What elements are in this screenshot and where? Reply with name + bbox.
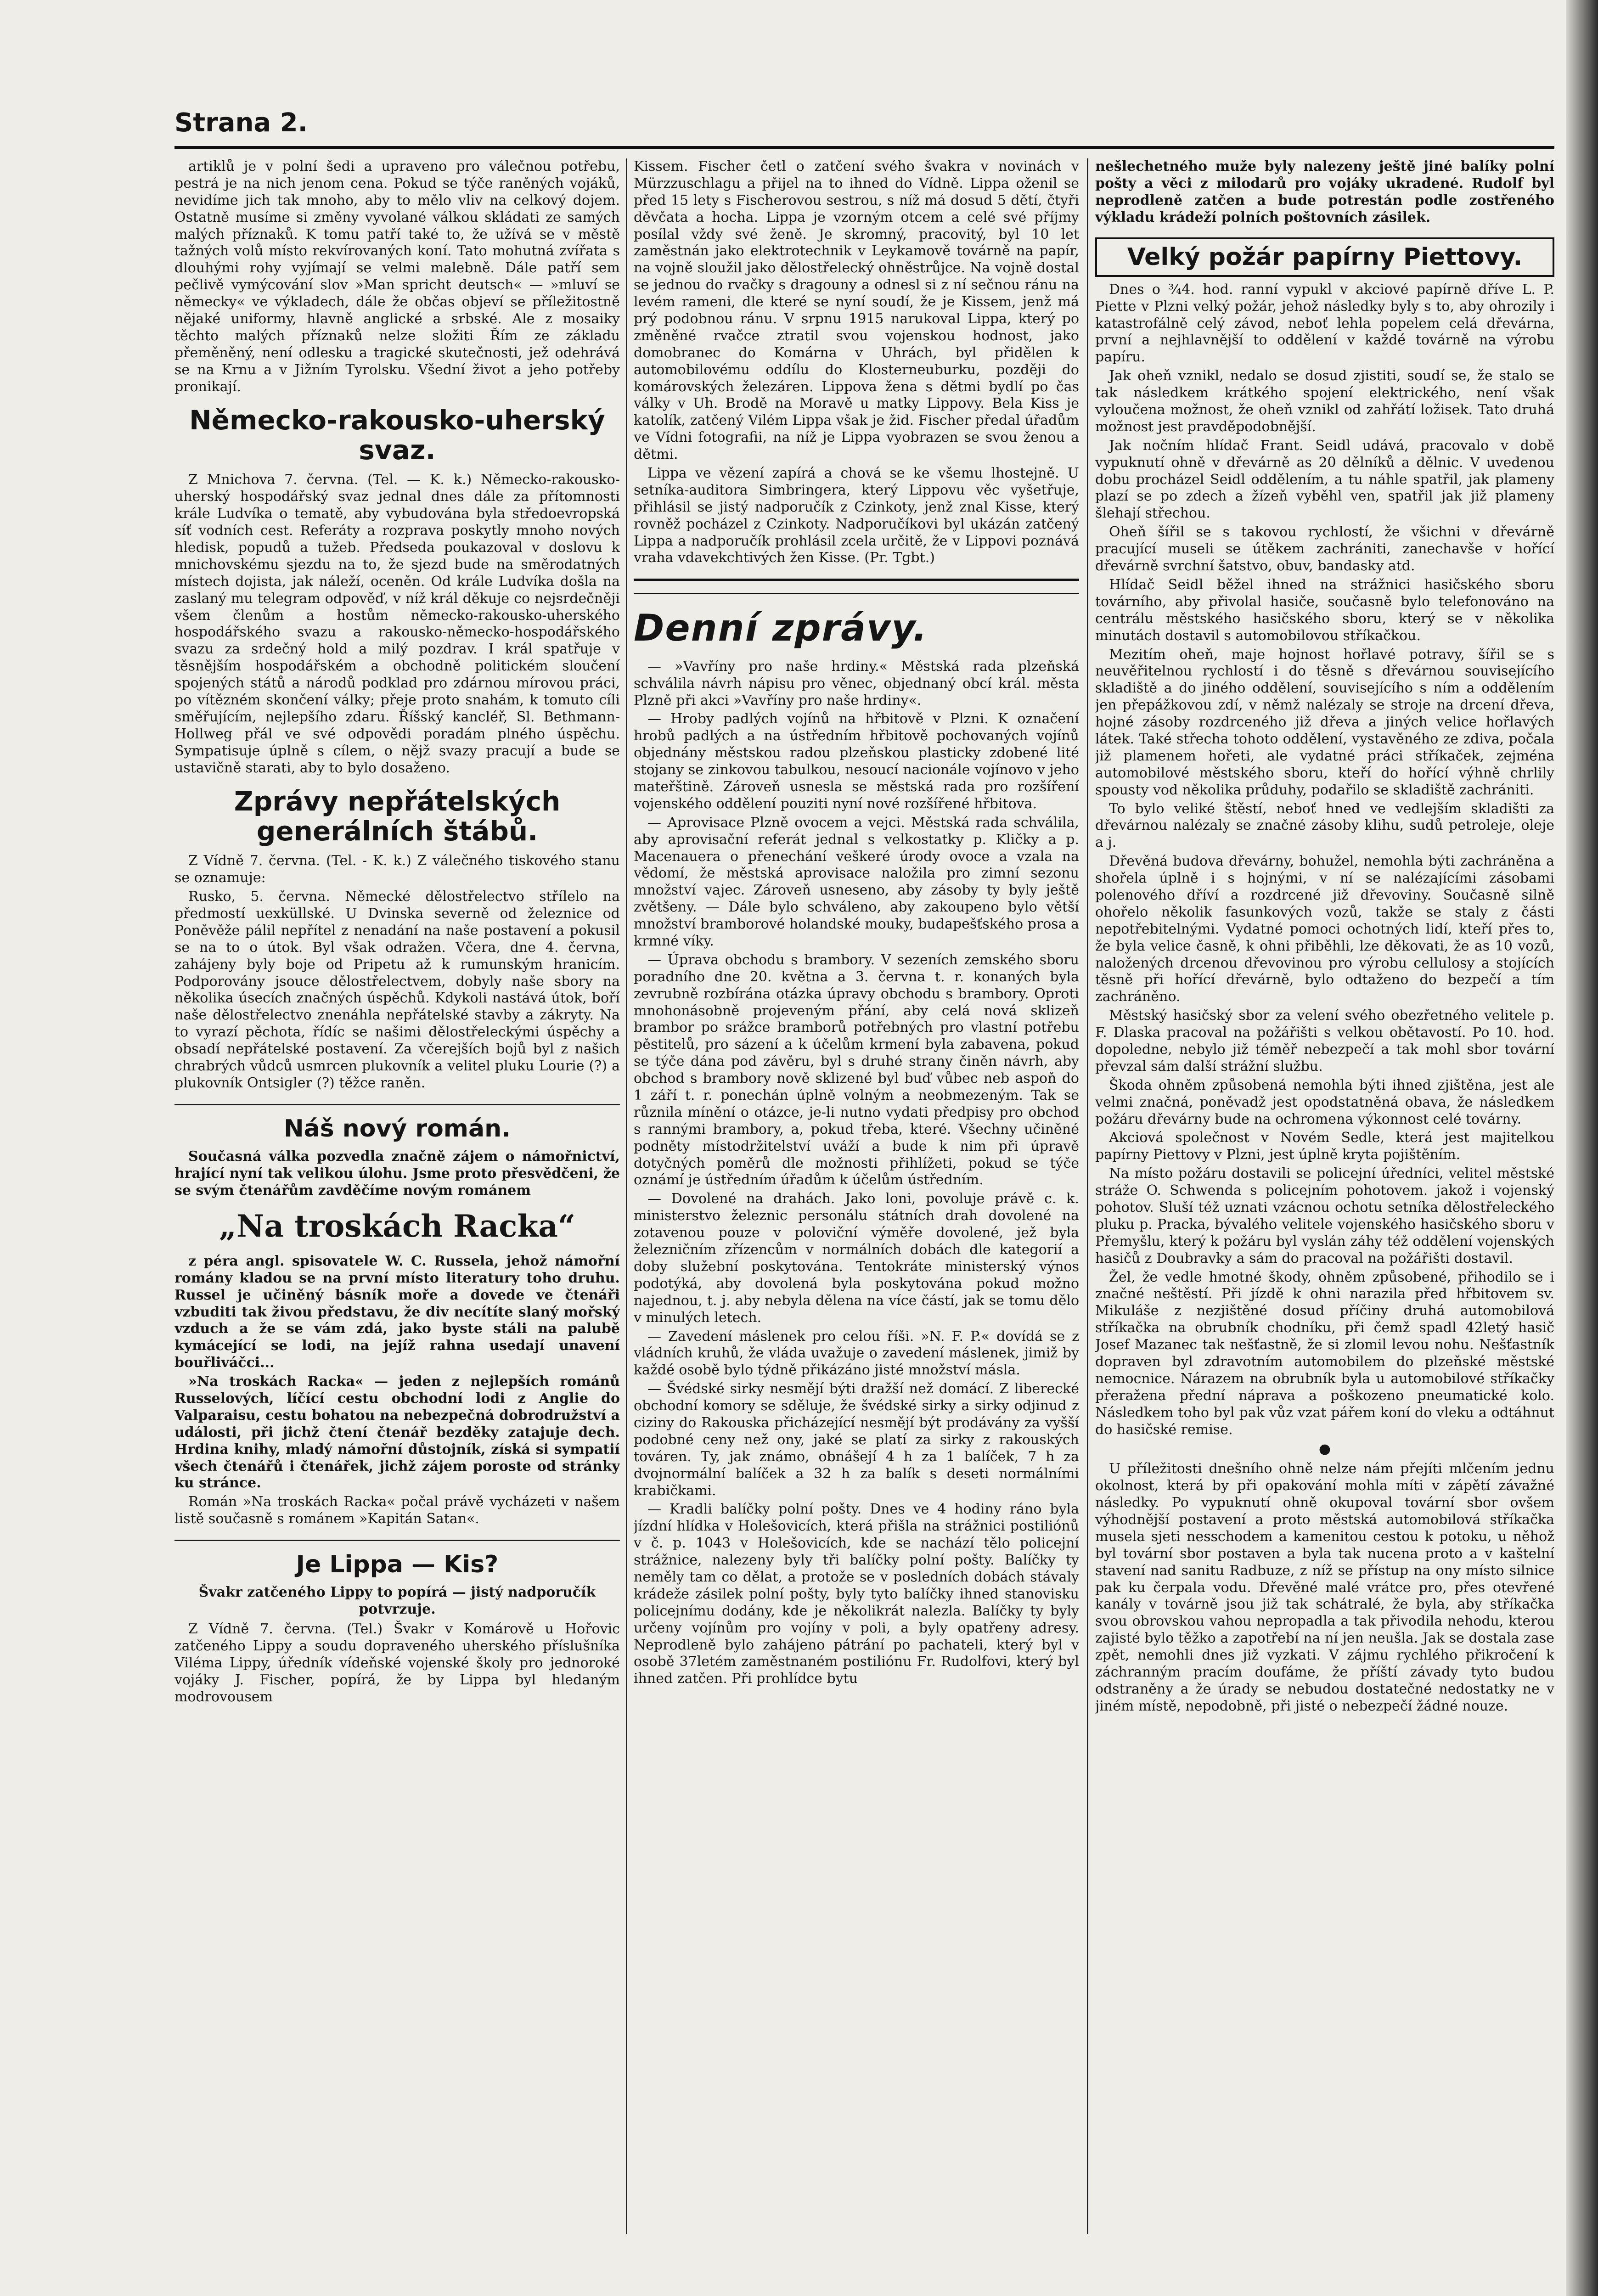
bullet-separator: ● — [1318, 1441, 1331, 1458]
news-item: — Hroby padlých vojínů na hřbitově v Plzni. K označení hrobů padlých a na ústředním hřbitově pochovaných vojínů objednány městskou radou plzeňskou plasticky zdobené lité stojany se zinkovou tabulkou, nesoucí nacionále vojínovo v jeho mateřštině. Zároveň usnesla se městská rada pro rozšíření vojenského oddělení pouziti nyní nové rozšířené hřbitova. — [634, 711, 1079, 812]
article-paragraph: Jak nočním hlídač Frant. Seidl udává, pracovalo v době vypuknutí ohně v dřevárně as 20 dělníků a dělnic. V uvedenou dobu procházel Seidl oddělením, a tu náhle spatřil, jak plameny plazí se po zdech a žízeň vyběhl ven, spatřil jak již plameny šlehají střechou. — [1095, 437, 1554, 522]
article-paragraph: Současná válka pozvedla značně zájem o námořnictví, hrající nyní tak velikou úlohu. Jsme proto přesvědčeni, že se svým čtenářům zavděčíme novým románem — [174, 1148, 620, 1199]
article-paragraph: Román »Na troskách Racka« počal právě vycházeti v našem listě současně s románem »Kapitán Satan«. — [174, 1494, 620, 1527]
article-paragraph: z péra angl. spisovatele W. C. Russela, jehož námořní romány kladou se na první místo literatury toho druhu. Russel je učiněný básník moře a dovede ve čtenáři vzbuditi tak živou představu, že div necítíte slaný mořský vzduch a že se vám zdá, jako byste stáli na palubě kymácející se lodi, na jejíž rahna usedají unavení bouřliváčci... — [174, 1253, 620, 1371]
article-paragraph: Hlídač Seidl běžel ihned na strážnici hasičského sboru továrního, aby přivolal hasiče, současně bylo telefonováno na centrálu městského hasičského sboru, který se v několika minutách dostavil s automobilovou stříkačkou. — [1095, 576, 1554, 644]
section-separator — [174, 1104, 620, 1105]
article-paragraph: Z Mnichova 7. června. (Tel. — K. k.) Německo-rakousko-uherský hospodářský svaz jednal dnes dále za přítomnosti krále Ludvíka o tematě, aby vybudována byla středoevropská síť vodních cest. Referáty a rozprava poskytly mnoho nových hledisk, popudů a tužeb. Předseda poukazoval v doslovu k mnichovskému sjezdu na to, že sjezd bude na směrodatných místech dojista, jak náleží, oceněn. Od krále Ludvíka došla na zaslaný mu telegram odpověď, v níž král děkuje co nejsrdečněji všem členům a hostům německo-rakousko-uherského hospodářského svazu a rakousko-německo-hospodářského svazu za srdečný hold a milý pozdrav. I král spatřuje v těsnějším hospodářském a obchodně politickém sloučení spojených států a národů podklad pro zdárnou mírovou práci, po vítězném skončení války; přeje proto snahám, k tomuto cíli směřujícím, nejlepšího zdaru. Říšský kancléř, Sl. Bethmann-Hollweg přál ve své odpovědi poradám plného úspěchu. Sympatisuje úplně s cílem, o nějž svazy pracují a bude se ustavičně starati, aby to bylo dosaženo. — [174, 472, 620, 776]
article-paragraph: Mezitím oheň, maje hojnost hořlavé potravy, šířil se s neuvěřitelnou rychlostí i do těsně s dřevárnou souvisejícího skladiště a do jiného oddělení, souvisejícího s ním a oddělením jen přepážkovou zdí, v němž nalézaly se stroje na drcení dřeva, hojné zásoby rozdrceného již dřeva a jiných velice hořlavých látek. Také střecha tohoto oddělení, vystavěného ze zdiva, počala již plamenem hořeti, ale vydatné práci stříkaček, zejména automobilové městského sboru, kteří do hořící výhně chrlily spousty vod několika průduhy, podařilo se skladiště zachrániti. — [1095, 646, 1554, 798]
news-item: — Zavedení máslenek pro celou říši. »N. F. P.« dovídá se z vládních kruhů, že vláda uvažuje o zavedení máslenek, jimiž by každé osobě bylo týdně přikázáno jisté množství másla. — [634, 1328, 1079, 1379]
news-item: — »Vavříny pro naše hrdiny.« Městská rada plzeňská schválila návrh nápisu pro věnec, objednaný obcí král. města Plzně při akci »Vavříny pro naše hrdiny«. — [634, 658, 1079, 709]
news-item: — Aprovisace Plzně ovocem a vejci. Městská rada schválila, aby aprovisační referát jednal s velkostatky p. Kličky a p. Macenauera o přenechání veškeré úrody ovoce a vzala na vědomí, že městská aprovisace naložila pro zimní sezonu množství vajec. Zároveň usneseno, aby zásoby ty byly ještě zvětšeny. — Dále bylo schváleno, aby zakoupeno bylo větší množství bramborové holandské mouky, budapešťského prosa a krmné víky. — [634, 814, 1079, 950]
article-paragraph: Akciová společnost v Novém Sedle, která jest majitelkou papírny Piettovy v Plzni, jest úplně kryta pojištěním. — [1095, 1130, 1554, 1163]
article-paragraph: Jak oheň vznikl, nedalo se dosud zjistiti, soudí se, že stalo se tak následkem krátkého spojení elektrického, není však vyloučena možnost, že oheň vznikl od zahřátí ložisek. Tato druhá možnost jest pravděpodobnější. — [1095, 368, 1554, 435]
headline-box — [1095, 237, 1554, 277]
article-paragraph: »Na troskách Racka« — jeden z nejlepších románů Russelových, líčící cestu obchodní lodi z Anglie do Valparaisu, cestu bohatou na nebezpečná dobrodružství a události, při jichž čtení čtenář bezděky zatajuje dech. Hrdina knihy, mladý námořní důstojník, získá si sympatií všech čtenářů i čtenářek, jichž zájem poroste od stránky ku stránce. — [174, 1373, 620, 1491]
novel-title: „Na troskách Racka“ — [219, 1208, 575, 1244]
article-paragraph: Oheň šířil se s takovou rychlostí, že všichni v dřevárně pracující museli se útěkem zachrániti, zanechavše v hořící dřevárně svrchní šatstvo, obuv, bandasky atd. — [1095, 524, 1554, 574]
article-paragraph: artiklů je v polní šedi a upraveno pro válečnou potřebu, pestrá je na nich jenom cena. Pokud se týče raněných vojáků, nevidíme jich tak mnoho, aby to mělo vliv na celkový dojem. Ostatně musíme si změny vyvolané válkou skládati ze samých malých příznaků. K tomu patří také to, že užívá se v městě tažných volů místo rekvírovaných koní. Tato mohutná zvířata s dlouhými rohy vyjímají se velmi malebně. Dále patří sem pečlivě vymýcování slov »Man spricht deutsch« — »mluví se německy« ve výkladech, dále že občas objeví se příležitostně nějaké uniformy, hlavně anglické a srbské. Ale z mosaiky těchto malých příznaků nelze složiti Řím ze základu přeměněný, není odlesku a tragické skutečnosti, jež odehrává se na Krnu a v Jižním Tyrolsku. Všední život a jeho potřeby pronikají. — [174, 158, 620, 395]
section-separator — [174, 1540, 620, 1541]
article-paragraph: Z Vídně 7. června. (Tel.) Švakr v Komárově u Hořovic zatčeného Lippy a soudu dopraveného uherského příslušníka Viléma Lippy, úředník vídeňské vojenské školy pro jednoroké vojáky J. Fischer, popírá, že by Lippa byl hledaným modrovousem — [174, 1621, 620, 1705]
article-paragraph: Rusko, 5. června. Německé dělostřelectvo střílelo na předmostí uexküllské. U Dvinska severně od železnice od Poněvěže pálil nepřítel z nenadání na naše postavení a pokusil se na to o útok. Byl však odražen. Včera, dne 4. června, zahájeny byly boje od Pripetu až k rumunským hranicím. Podporovány jsouce dělostřelectvem, dobyly naše sbory na několika úsecích značných úspěchů. Kdykoli nastává útok, boří naše dělostřelectvo znenáhla nepřátelské stavby a zákryty. Na to vyrazí pěchota, řídíc se našimi dělostřeleckými úspěchy a obsadí nepřátelské postavení. Za včerejších bojů byl z našich chrabrých vůdců usmrcen plukovník a velitel pluku Lourie (?) a plukovník Ontsigler (?) těžce raněn. — [174, 889, 620, 1091]
section-bar — [634, 579, 1079, 594]
news-item: — Švédské sirky nesmějí býti dražší než domácí. Z liberecké obchodní komory se sděluje, že švédské sirky a sirky odjinud z ciziny do Rakouska přicházející nesmějí být prodávány za vyšší podobné ceny než ony, jaké se platí za sirky z rakouských továren. Ty, jak známo, obnášejí 4 h za 1 balíček, 7 h za dvojnormální balíček a 32 h za balík s deseti normálními krabičkami. — [634, 1381, 1079, 1499]
column-2 — [634, 158, 1079, 2234]
column-3 — [1095, 158, 1554, 2234]
article-paragraph: To bylo veliké štěstí, neboť hned ve vedlejším skladišti za dřevárnou nalézaly se značné zásoby klihu, sudů petroleje, oleje a j. — [1095, 800, 1554, 851]
article-paragraph: Dnes o ¾4. hod. ranní vypukl v akciové papírně dříve L. P. Piette v Plzni velký požár, jehož následky byly s to, aby ohrozily i katastrofálně celý závod, neboť lehla popelem celá dřevárna, první a nejhlavnější to oddělení v každé továrně na výrobu papíru. — [1095, 281, 1554, 366]
article-paragraph: Kissem. Fischer četl o zatčení svého švakra v novinách v Mürzzuschlagu a přijel na to ihned do Vídně. Lippa oženil se před 15 lety s Fischerovou sestrou, s níž má dosud 5 dětí, čtyři děvčata a hocha. Lippa je vzorným otcem a celé své příjmy posílal vždy své ženě. Je skromný, pracovitý, byl 10 let zaměstnán jako elektrotechnik v Leykamově továrně na papír, na vojně sloužil jako dělostřelecký ohněstrůjce. Na vojně dostal se jednou do rvačky s dragouny a odnesl si z ní sečnou ránu na levém rameni, dle které se nyní soudí, že je Kissem, jenž má prý podobnou ránu. V srpnu 1915 narukoval Lippa, který po změněné rvačce ztratil svou vojenskou hodnost, jako domobranec do Komárna v Uhrách, byl přidělen k automobilovému oddílu do Klosterneuburku, později do komárovských železáren. Lippova žena s dětmi bydlí po čas války v Uh. Brodě na Moravě u matky Lippovy. Bela Kiss je katolík, zatčený Vilém Lippa však je žid. Fischer předal úřadům ve Vídni fotografii, na níž je Lippa vyobrazen se svou ženou a dětmi. — [634, 158, 1079, 463]
article-dateline: Z Vídně 7. června. (Tel. - K. k.) Z válečného tiskového stanu se oznamuje: — [174, 853, 620, 886]
headline-roman: Náš nový román. — [284, 1114, 511, 1142]
news-item: — Úprava obchodu s brambory. V sezeních zemského sboru poradního dne 20. května a 3. června t. r. konaných byla zevrubně rozbírána otázka úpravy obchodu s brambory. Oproti mnohonásobně projeveným přání, aby celá nová sklizeň brambor po srážce bramborů potřebných pro vlastní potřebu pěstitelů, pro sázení a k účelům krmení byla zabavena, pokud se týče dána pod závěru, byl s druhé strany činěn návrh, aby obchod s brambory nově sklizené byl buď vůbec neb aspoň do 1 září t. r. ponechán úplně volným a neobmezeným. Tak se různila mínění o otázce, je-li nutno vydati předpisy pro obchod s rannými brambory, a, pokud třeba, které. Všechny učiněné podněty místodržitelství uváží a bude k nim při úpravě dotyčných poměrů dle možnosti přihlížeti, pokud se týče oznámí je ústředním úřadům k účelům ústředním. — [634, 951, 1079, 1188]
column-divider — [626, 158, 627, 2234]
headline-lippa: Je Lippa — Kis? — [296, 1551, 499, 1579]
article-subtitle: Švakr zatčeného Lippy to popírá — jistý nadporučík potvrzuje. — [198, 1584, 596, 1618]
article-paragraph: Dřevěná budova dřevárny, bohužel, nemohla býti zachráněna a shořela úplně i s hojnými, v ní se nalézajícími zásobami polenového dříví a rozdrcené již dřevoviny. Současně silně ohořelo několik fasunkových vozů, takže se staly z části nepotřebitelnými. Vydatné pomoci ochotných lidí, kteří přes to, že byla velice časně, k ohni přiběhli, lze děkovati, že as 10 vozů, naložených drcenou dřevovinou pro výrobu cellulosy a stojících těsně při hořící dřevárně, bylo odtaženo do bezpečí a tím zachráněno. — [1095, 853, 1554, 1005]
article-paragraph: Žel, že vedle hmotné škody, ohněm způsobené, přihodilo se i značné neštěstí. Při jízdě k ohni narazila před hřbitovem sv. Mikuláše z nezjištěné dosud příčiny druhá automobilová stříkačka na obrubník chodníku, při čemž spadl 42letý hasič Josef Mazanec tak nešťastně, že si zlomil levou nohu. Nešťastník dopraven byl zdravotním automobilem do plzeňské městské nemocnice. Nárazem na obrubník byla u automobilové stříkačky přeražena přední náprava a poškozeno pneumatické kolo. Následkem toho byl pak vůz vzat pářem koní do vleku a odtáhnut do hasičské remise. — [1095, 1269, 1554, 1438]
article-paragraph: Městský hasičský sbor za velení svého obezřetného velitele p. F. Dlaska pracoval na požářišti s velkou obětavostí. Po 10. hod. dopoledne, nebylo již téměř nebezpečí a tak mohl sbor tovární převzal sám další strážní službu. — [1095, 1007, 1554, 1075]
headline-zpravy: Zprávy nepřátelských generálních štábů. — [234, 786, 561, 847]
article-paragraph: Na místo požáru dostavili se policejní úředníci, velitel městské stráže O. Schwenda s policejním pohotovem. jakož i vojenský pohotov. Sluší též uznati vzácnou ochotu setníka dělostřeleckého pluku p. Pracka, bývalého velitele vojenského hasičského sboru v Přemyšlu, který k požáru byl vyslán záhy též oddělení vojenských hasičů z Doubravky a sám do pracoval na požářišti dostavil. — [1095, 1165, 1554, 1266]
article-paragraph: Lippa ve vězení zapírá a chová se ke všemu lhostejně. U setníka-auditora Simbringera, který Lippovu věc vyšetřuje, přihlásil se jistý nadporučík z Czinkoty, jenž znal Kisse, který rovněž pocházel z Czinkoty. Nadporučíkovi byl ukázán zatčený Lippa a nadporučík prohlásil zcela určitě, že v Lippovi poznává vraha vdavekchtivých žen Kisse. (Pr. Tgbt.) — [634, 465, 1079, 566]
headline-svaz: Německo-rakousko-uherský svaz. — [189, 405, 605, 466]
article-paragraph: nešlechetného muže byly nalezeny ještě jiné balíky polní pošty a věci z milodarů pro vojáky ukradené. Rudolf byl neprodleně zatčen a bude potrestán podle zostřeného výkladu krádeží polních poštovních zásilek. — [1095, 158, 1554, 225]
scan-edge — [1566, 0, 1598, 2296]
article-paragraph: Škoda ohněm způsobená nemohla býti ihned zjištěna, jest ale velmi značná, poněvadž jest opodstatněná obava, že následkem požáru dřevárny bude na ochromena výkonnost celé továrny. — [1095, 1077, 1554, 1127]
news-item: — Kradli balíčky polní pošty. Dnes ve 4 hodiny ráno byla jízdní hlídka v Holešovicích, která přišla na strážnici postiliónů v č. p. 1043 v Holešovicích, kde se nachází tělo policejní strážnice, nalezeny byly tři balíčky polní pošty. Balíčky ty neměly tam co dělat, a protože se v posledních dobách stávaly krádeže zásilek polní pošty, byly tyto balíčky ihned stanovisku policejnímu dodány, kde je několikrát nalezla. Balíčky ty byly určeny vojínům pro vojíny v poli, a byly opatřeny adresy. Neprodleně bylo zahájeno pátrání po pachateli, který byl v osobě 37letém zaměstnaném postiliónu Fr. Rudolfovi, který byl ihned zatčen. Při prohlídce bytu — [634, 1501, 1079, 1687]
header-rule — [174, 146, 1554, 149]
headline-pozar: Velký požár papírny Piettovy. — [1127, 243, 1523, 271]
column-1 — [174, 158, 620, 2234]
news-item: — Dovolené na drahách. Jako loni, povoluje právě c. k. ministerstvo železnic personálu státních drah dovolené na zotavenou pouze v poloviční výměře dovolené, jež byla železničním zřízencům v normálních dobách dle kategorií a doby služební poskytována. Tentokráte ministerský výnos podotýká, aby dovolená byla poskytována pokud možno najednou, t. j. aby nebyla dělena na více částí, jak se tomu dělo v minulých letech. — [634, 1191, 1079, 1326]
column-divider — [1087, 158, 1088, 2234]
article-paragraph: U příležitosti dnešního ohně nelze nám přejíti mlčením jednu okolnost, která by při opakování mohla míti v zápětí závažné následky. Po vypuknutí ohně okupoval tovární sbor ovšem výhodnější postavení a proto městská automobilová stříkačka musela sjeti nesschodem a kamenitou cestou k potoku, u něhož byl tovární sbor postaven a byla tak nucena proto a v kaštelní stavení nad sanitu Radbuze, z níž se přístup na ony místo silnice pak ku čerpala vodu. Dřevěné malé vrátce pro, přes otevřené kanály v továrně jsou již tak schátralé, že byla, aby stříkačka svou obrovskou vahou nepropadla a tak přivodila nehodu, kterou zajisté bylo těžko a zapotřebí na ní jen neušla. Jak se dostala zase zpět, nemohli dnes již vyzkati. V zájmu rychlého přikročení k záchranným pracím doufáme, že příští závady tyto budou odstraněny a že úrady se nebudou dostatečné nedostatky ne v jiném místě, nepodobně, při jisté o nebezpečí žádné nouze. — [1095, 1461, 1554, 1714]
headline-denni-zpravy: Denní zprávy. — [634, 607, 928, 650]
page-number: Strana 2. — [174, 108, 308, 138]
